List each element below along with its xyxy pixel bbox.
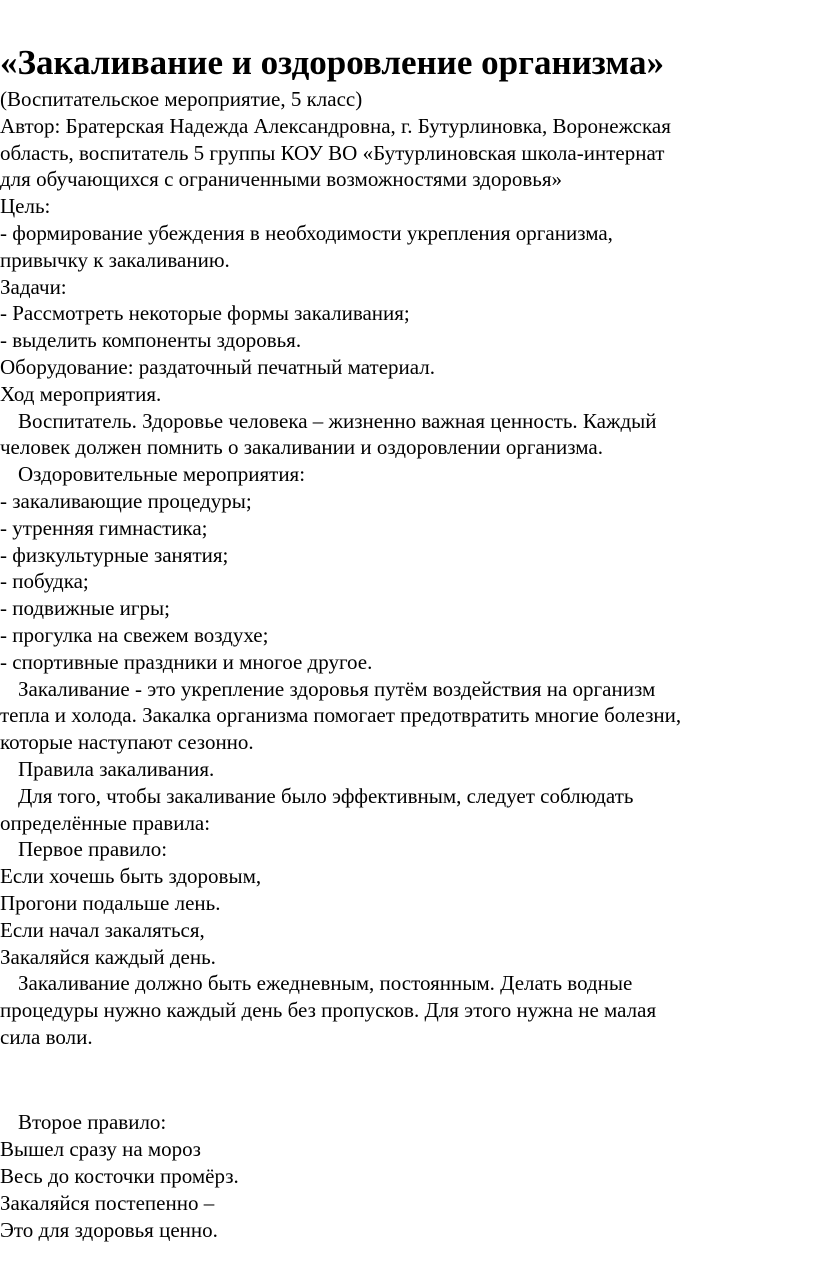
text-line: - выделить компоненты здоровья. [0, 328, 302, 353]
text-line: сила воли. [0, 1024, 93, 1049]
text-line: Закаливание - это укрепление здоровья путём воздействия на организм [18, 676, 656, 701]
text-line: - утренняя гимнастика; [0, 515, 208, 540]
blank-line [0, 1067, 812, 1094]
text-line: Закаляйся постепенно – [0, 1190, 215, 1215]
text-line: Цель: [0, 194, 51, 219]
text-line: которые наступают сезонно. [0, 730, 254, 755]
text-line: Оборудование: раздаточный печатный материал. [0, 354, 436, 379]
text-line: - побудка; [0, 569, 89, 594]
text-line: Весь до косточки промёрз. [0, 1164, 239, 1189]
text-line: Оздоровительные мероприятия: [18, 462, 306, 487]
text-line: Закаливание должно быть ежедневным, постоянным. Делать водные [18, 971, 633, 996]
text-line: - спортивные праздники и многое другое. [0, 649, 373, 674]
text-line: область, воспитатель 5 группы КОУ ВО «Бутурлиновская школа-интернат [0, 140, 665, 165]
text-line: - прогулка на свежем воздухе; [0, 622, 269, 647]
text-line: Воспитатель. Здоровье человека – жизненно важная ценность. Каждый [18, 408, 657, 433]
text-line: Если хочешь быть здоровым, [0, 864, 262, 889]
text-line: Для того, чтобы закаливание было эффективным, следует соблюдать [18, 783, 634, 808]
document-body [0, 86, 812, 1243]
text-line: Задачи: [0, 274, 67, 299]
text-line: для обучающихся с ограниченными возможностями здоровья» [0, 167, 563, 192]
text-line: тепла и холода. Закалка организма помогает предотвратить многие болезни, [0, 703, 682, 728]
text-line: Автор: Братерская Надежда Александровна, г. Бутурлиновка, Воронежская [0, 113, 671, 138]
text-line: Вышел сразу на мороз [0, 1137, 201, 1162]
text-line: - закаливающие процедуры; [0, 488, 252, 513]
text-line: - Рассмотреть некоторые формы закаливания; [0, 301, 410, 326]
text-line: Второе правило: [18, 1110, 167, 1135]
text-line: Это для здоровья ценно. [0, 1217, 218, 1242]
text-line: Прогони подальше лень. [0, 890, 221, 915]
text-line: определённые правила: [0, 810, 211, 835]
text-line: Правила закаливания. [18, 756, 215, 781]
text-line: Закаляйся каждый день. [0, 944, 216, 969]
text-line: привычку к закаливанию. [0, 247, 230, 272]
text-line: человек должен помнить о закаливании и оздоровлении организма. [0, 435, 603, 460]
text-line: Если начал закаляться, [0, 917, 205, 942]
text-line: - физкультурные занятия; [0, 542, 229, 567]
text-line: Ход мероприятия. [0, 381, 162, 406]
document-title: «Закаливание и оздоровление организма» [0, 43, 664, 82]
text-line: - подвижные игры; [0, 596, 170, 621]
text-line: - формирование убеждения в необходимости укрепления организма, [0, 220, 613, 245]
text-line: (Воспитательское мероприятие, 5 класс) [0, 87, 363, 111]
document-page [0, 40, 812, 1243]
text-line: процедуры нужно каждый день без пропусков. Для этого нужна не малая [0, 998, 657, 1023]
text-line: Первое правило: [18, 837, 168, 862]
